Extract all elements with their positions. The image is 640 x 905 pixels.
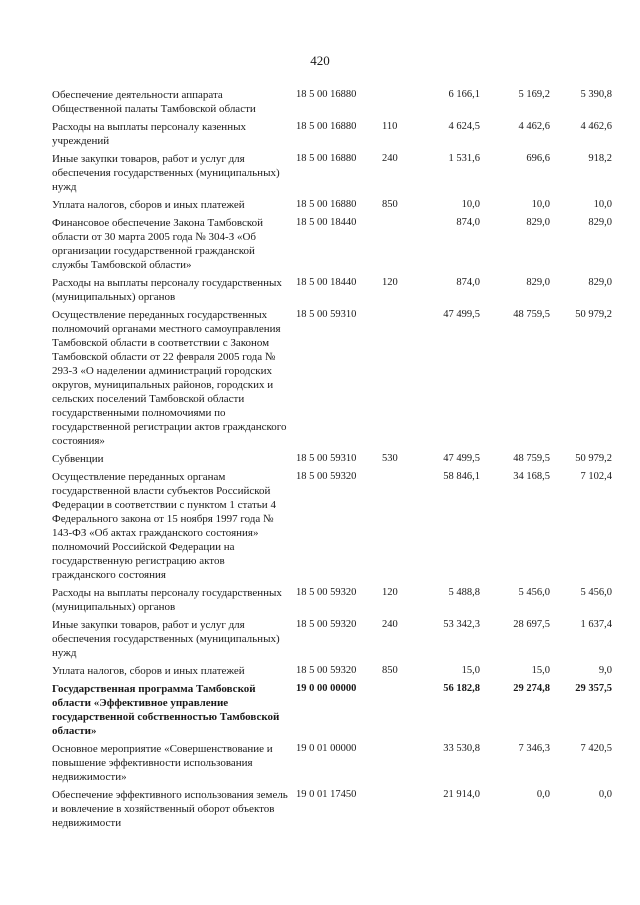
row-value-year-1: 47 499,5 (443, 453, 480, 464)
row-name: Обеспечение деятельности аппарата Общественной палаты Тамбовской области (52, 89, 256, 115)
row-value-year-2: 5 456,0 (518, 587, 550, 598)
row-expense-type: 240 (382, 153, 398, 164)
row-name: Расходы на выплаты персоналу государственных (муниципальных) органов (52, 277, 282, 303)
row-name: Уплата налогов, сборов и иных платежей (52, 199, 245, 211)
row-name: Расходы на выплаты персоналу казенных учреждений (52, 121, 246, 147)
row-value-year-2: 7 346,3 (518, 743, 550, 754)
row-value-year-3: 10,0 (593, 199, 612, 210)
row-code: 18 5 00 59310 (296, 309, 357, 320)
row-code: 18 5 00 16880 (296, 121, 357, 132)
row-value-year-1: 21 914,0 (443, 789, 480, 800)
row-value-year-2: 0,0 (536, 789, 550, 800)
row-value-year-3: 29 357,5 (575, 683, 612, 694)
row-expense-type (382, 682, 412, 738)
row-code: 18 5 00 59320 (296, 665, 357, 676)
row-value-year-1: 6 166,1 (448, 89, 480, 100)
row-code: 18 5 00 16880 (296, 199, 357, 210)
row-value-year-1: 1 531,6 (448, 153, 480, 164)
page-number: 420 (310, 53, 330, 68)
table-row (52, 120, 612, 148)
row-expense-type: 240 (382, 619, 398, 630)
row-code: 19 0 01 00000 (296, 743, 357, 754)
row-value-year-1: 10,0 (461, 199, 480, 210)
row-name: Финансовое обеспечение Закона Тамбовской области от 30 марта 2005 года № 304-З «Об организации государственной гражданской службы Тамбовской области» (52, 217, 264, 271)
row-name: Основное мероприятие «Совершенствование и повышение эффективности использования недвижимости» (52, 743, 273, 783)
row-expense-type (382, 88, 412, 116)
table-row (52, 664, 612, 678)
row-value-year-1: 33 530,8 (443, 743, 480, 754)
table-row (52, 452, 612, 466)
row-value-year-1: 58 846,1 (443, 471, 480, 482)
table-row (52, 586, 612, 614)
row-name: Расходы на выплаты персоналу государственных (муниципальных) органов (52, 587, 282, 613)
row-value-year-3: 918,2 (588, 153, 612, 164)
row-expense-type: 120 (382, 277, 398, 288)
row-value-year-1: 4 624,5 (448, 121, 480, 132)
row-value-year-2: 48 759,5 (513, 309, 550, 320)
row-value-year-2: 829,0 (526, 277, 550, 288)
table-row (52, 682, 612, 738)
row-name: Иные закупки товаров, работ и услуг для обеспечения государственных (муниципальных) нужд (52, 153, 280, 193)
row-name: Уплата налогов, сборов и иных платежей (52, 665, 245, 677)
row-value-year-2: 4 462,6 (518, 121, 550, 132)
row-value-year-2: 29 274,8 (513, 683, 550, 694)
row-value-year-1: 47 499,5 (443, 309, 480, 320)
row-value-year-3: 9,0 (598, 665, 612, 676)
row-expense-type: 850 (382, 665, 398, 676)
table-row (52, 788, 612, 830)
table-row (52, 88, 612, 116)
row-value-year-3: 50 979,2 (575, 453, 612, 464)
table-row (52, 276, 612, 304)
row-value-year-2: 5 169,2 (518, 89, 550, 100)
row-value-year-1: 56 182,8 (443, 683, 480, 694)
row-code: 19 0 01 17450 (296, 789, 357, 800)
row-value-year-2: 34 168,5 (513, 471, 550, 482)
row-code: 19 0 00 00000 (296, 683, 357, 694)
table-row (52, 742, 612, 784)
row-name: Осуществление переданных органам государственной власти субъектов Российской Федерации в соответствии с пунктом 1 статьи 4 Федерального закона от 15 ноября 1997 года № 143-ФЗ «Об актах гражданского состояния» полномочий Российской Федерации на государственную регистрацию актов гражданского состояния (52, 471, 276, 581)
table-row (52, 470, 612, 582)
row-code: 18 5 00 16880 (296, 153, 357, 164)
row-expense-type (382, 308, 412, 448)
row-value-year-1: 15,0 (461, 665, 480, 676)
row-value-year-3: 4 462,6 (580, 121, 612, 132)
row-value-year-2: 696,6 (526, 153, 550, 164)
row-expense-type (382, 216, 412, 272)
row-value-year-3: 50 979,2 (575, 309, 612, 320)
row-value-year-3: 829,0 (588, 217, 612, 228)
row-code: 18 5 00 59320 (296, 471, 357, 482)
row-value-year-2: 10,0 (531, 199, 550, 210)
row-value-year-3: 0,0 (598, 789, 612, 800)
row-name: Субвенции (52, 453, 104, 465)
row-code: 18 5 00 59320 (296, 619, 357, 630)
row-code: 18 5 00 59310 (296, 453, 357, 464)
row-expense-type (382, 742, 412, 784)
row-value-year-2: 15,0 (531, 665, 550, 676)
row-value-year-1: 874,0 (456, 217, 480, 228)
row-code: 18 5 00 59320 (296, 587, 357, 598)
row-value-year-1: 874,0 (456, 277, 480, 288)
row-value-year-2: 48 759,5 (513, 453, 550, 464)
row-code: 18 5 00 16880 (296, 89, 357, 100)
row-expense-type (382, 470, 412, 582)
row-name: Иные закупки товаров, работ и услуг для обеспечения государственных (муниципальных) нужд (52, 619, 280, 659)
table-row (52, 618, 612, 660)
budget-table (52, 88, 612, 834)
row-value-year-2: 28 697,5 (513, 619, 550, 630)
row-value-year-1: 53 342,3 (443, 619, 480, 630)
row-expense-type: 110 (382, 121, 398, 132)
row-code: 18 5 00 18440 (296, 217, 357, 228)
row-name: Государственная программа Тамбовской области «Эффективное управление государственной собственностью Тамбовской области» (52, 683, 280, 737)
row-name: Обеспечение эффективного использования земель и вовлечение в хозяйственный оборот объектов недвижимости (52, 789, 288, 829)
row-value-year-3: 5 456,0 (580, 587, 612, 598)
row-value-year-3: 5 390,8 (580, 89, 612, 100)
row-expense-type: 120 (382, 587, 398, 598)
row-value-year-2: 829,0 (526, 217, 550, 228)
table-row (52, 152, 612, 194)
row-expense-type (382, 788, 412, 830)
table-row (52, 198, 612, 212)
row-value-year-3: 1 637,4 (580, 619, 612, 630)
table-row (52, 308, 612, 448)
table-row (52, 216, 612, 272)
row-value-year-3: 7 420,5 (580, 743, 612, 754)
row-name: Осуществление переданных государственных полномочий органами местного самоуправления Тамбовской области в соответствии с Законом Тамбовской области от 22 февраля 2005 года № 293-З «О наделении администраций городских округов, муниципальных районов, городских и сельских поселений Тамбовской области государственными полномочиями по государственной регистрации актов гражданского состояния» (52, 309, 287, 447)
row-value-year-3: 829,0 (588, 277, 612, 288)
row-expense-type: 530 (382, 453, 398, 464)
row-code: 18 5 00 18440 (296, 277, 357, 288)
row-value-year-3: 7 102,4 (580, 471, 612, 482)
row-value-year-1: 5 488,8 (448, 587, 480, 598)
row-expense-type: 850 (382, 199, 398, 210)
